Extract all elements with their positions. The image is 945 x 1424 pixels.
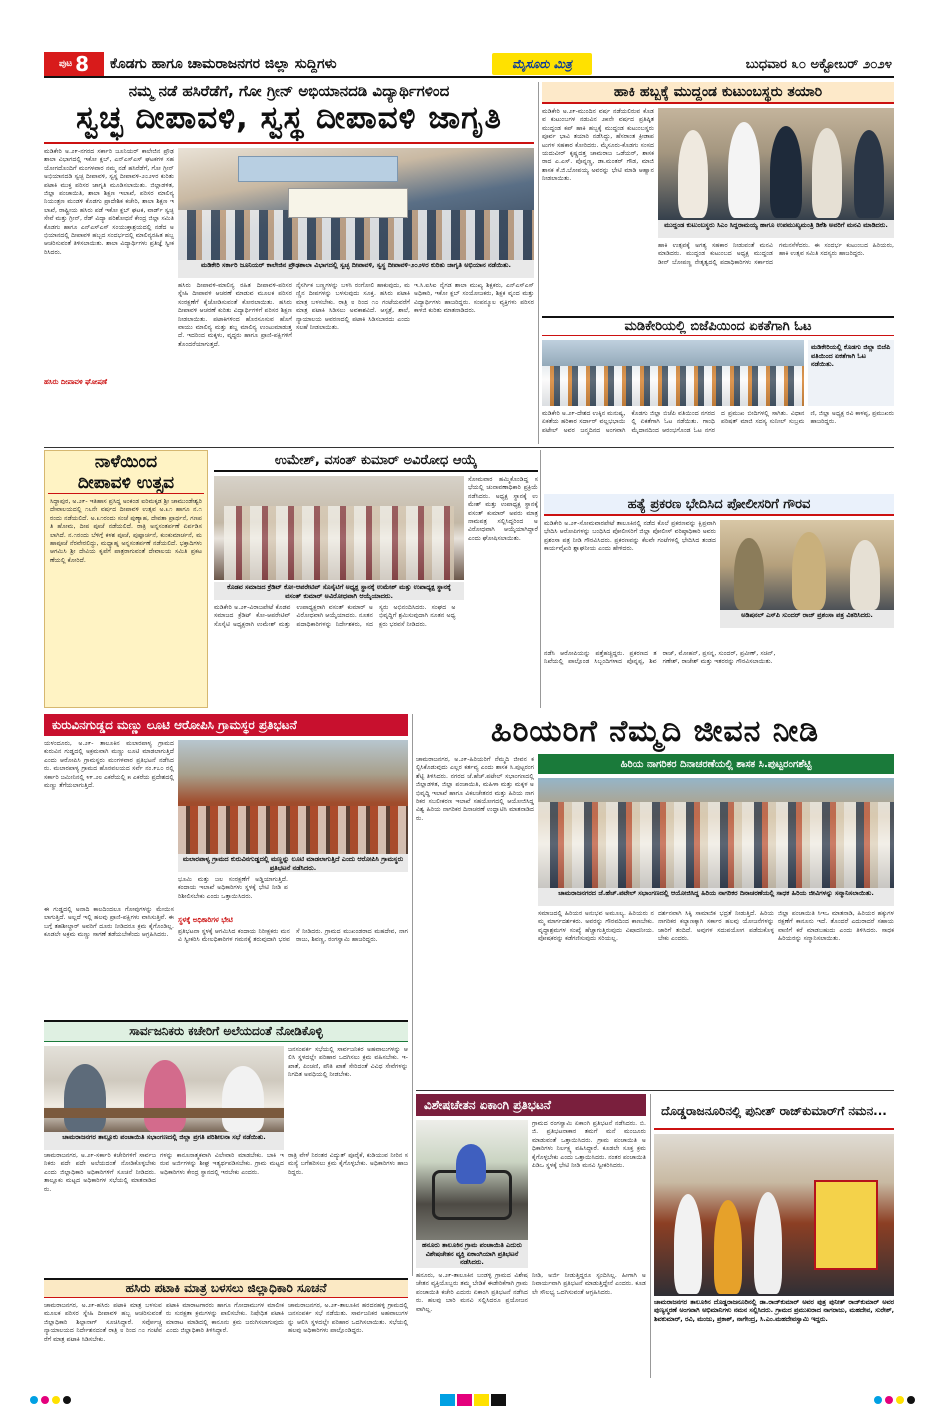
magenta-dot <box>41 1396 49 1404</box>
lead-photo <box>178 148 534 260</box>
lead-kicker: ನಮ್ಮ ನಡೆ ಹಸಿರೆಡೆಗೆ, ಗೋ ಗ್ರೀನ್ ಅಭಿಯಾನದಡಿ ವಿದ್ಯಾರ್ಥಿಗಳಿಂದ <box>128 82 450 100</box>
crackers-body-3: ಚಾಮರಾಜನಗರ, ಅ.೨೯-ತಾಲೂಕಿನ ಹರದನಹಳ್ಳಿ ಗ್ರಾಮದಲ್ಲಿ ಜನಸಂಪರ್ಕ ಸಭೆ ನಡೆಯಿತು. ಸಾರ್ವಜನಿಕರ ಅಹವಾಲುಗಳನ್ನು ಆಲಿಸಿ ಸ್ಥಳದಲ್ಲೇ ಪರಿಹಾರ ಒದಗಿಸಲಾಯಿತು. ಸಭೆಯಲ್ಲಿ ಹಲವು ಅಧಿಕಾರಿಗಳು ಪಾಲ್ಗೊಂಡಿದ್ದರು. <box>288 1302 408 1335</box>
elders-body-c3: ಜಿಲ್ಲಾ ಪಂಚಾಯಿತಿ ಸಿಇಒ ಮಾತನಾಡಿ, ಹಿರಿಯರ ಹಕ್ಕುಗಳ ರಕ್ಷಣೆಗೆ ಕಾನೂನು ಇದೆ. ತೊಂದರೆ ಎದುರಾದರೆ ಸಹಾಯವಾಣಿಗೆ ಕರೆ ಮಾಡಬಹುದು ಎಂದು ತಿಳಿಸಿದರು. ಸಾಧಕ ಹಿರಿಯರನ್ನು ಸನ್ಮಾನಿಸಲಾಯಿತು. <box>778 910 894 943</box>
murder-photo <box>720 520 894 610</box>
disabled-photo <box>416 1120 528 1240</box>
office-body-1: ಚಾಮರಾಜನಗರ, ಅ.೨೯-ಸರ್ಕಾರಿ ಕಚೇರಿಗಳಿಗೆ ಸಾರ್ವಜನಿಕರು ಪದೇ ಪದೇ ಅಲೆಯದಂತೆ ನೋಡಿಕೊಳ್ಳಬೇಕು ಎಂದು ಜಿಲ್ಲಾಧಿಕಾರಿ ಅಧಿಕಾರಿಗಳಿಗೆ ಸೂಚನೆ ನೀಡಿದರು. ತಾಲ್ಲೂಕು ಮಟ್ಟದ ಅಧಿಕಾರಿಗಳ ಸಭೆಯಲ್ಲಿ ಮಾತನಾಡಿದರು. <box>44 1152 156 1193</box>
soil-photo-caption: ಮಲಾರಪಾಳ್ಯ ಗ್ರಾಮದ ಕುರುವಿನಗುಡ್ಡದಲ್ಲಿ ಮಣ್ಣನ್ನು ಲೂಟಿ ಮಾಡಲಾಗುತ್ತಿದೆ ಎಂದು ಆರೋಪಿಸಿ ಗ್ರಾಮಸ್ಥರು ಪ್ರತಿಭಟನೆ ನಡೆಸಿದರು. <box>178 854 408 872</box>
murder-body-bottom: ನಡೆಸಿ ಆರೋಪಿಯನ್ನು ಪತ್ತೆಹಚ್ಚಿದ್ದರು. ಪ್ರಕರಣದ ತನಿಖೆಯಲ್ಲಿ ಪಾಲ್ಗೊಂಡ ಸಿಬ್ಬಂದಿಗಳಾದ ಪೊನ್ನಪ್ಪ, ಶಿವರಾಜ್, ಮೋಹನ್, ಪ್ರಸನ್ನ, ಸುಂದರ್, ಪ್ರವೀಣ್, ಸಚಿನ್, ಗಣೇಶ್, ರಾಜೇಶ್ ಮತ್ತು ಇತರರನ್ನು ಗೌರವಿಸಲಾಯಿತು. <box>544 650 776 666</box>
protesters <box>178 806 408 854</box>
hockey-body-bottom: ಹಾಕಿ ಉತ್ಸವಕ್ಕೆ ಅಗತ್ಯ ಸಹಕಾರ ನೀಡುವಂತೆ ಮನವಿ ಮಾಡಿದರು. ಮುದ್ದಂಡ ಕುಟುಂಬದ ಅಧ್ಯಕ್ಷ ಮುದ್ದಂಡ ಡೀನ್ ಬೋಪಣ್ಣ ನೇತೃತ್ವದಲ್ಲಿ ಪದಾಧಿಕಾರಿಗಳು ಸರ್ಕಾರದ ಗಮನಸೆಳೆದರು. ಈ ಸಂದರ್ಭ ಕುಟುಂಬದ ಹಿರಿಯರು, ಹಾಕಿ ಉತ್ಸವ ಸಮಿತಿ ಸದಸ್ಯರು ಹಾಜರಿದ್ದರು. <box>658 242 894 266</box>
umesh-headline: ಉಮೇಶ್, ವಸಂತ್ ಕುಮಾರ್ ಅವಿರೋಧ ಆಯ್ಕೆ <box>214 450 538 472</box>
marchers <box>542 366 804 406</box>
elders-headline: ಹಿರಿಯರಿಗೆ ನೆಮ್ಮದಿ ಜೀವನ ನೀಡಿ <box>490 714 819 749</box>
elders-body-left: ಚಾಮರಾಜನಗರ, ಅ.೨೯-ಹಿರಿಯರಿಗೆ ನೆಮ್ಮದಿ ಜೀವನ ಕಲ್ಪಿಸಿಕೊಡುವುದು ಎಲ್ಲರ ಕರ್ತವ್ಯ ಎಂದು ಶಾಸಕ ಸಿ.ಪುಟ್ಟರಂಗಶೆಟ್ಟಿ ತಿಳಿಸಿದರು. ನಗರದ ಜೆ.ಹೆಚ್.ಪಟೇಲ್ ಸಭಾಂಗಣದಲ್ಲಿ ಜಿಲ್ಲಾಡಳಿತ, ಜಿಲ್ಲಾ ಪಂಚಾಯಿತಿ, ಮಹಿಳಾ ಮತ್ತು ಮಕ್ಕಳ ಅಭಿವೃದ್ಧಿ ಇಲಾಖೆ ಹಾಗೂ ವಿಕಲಚೇತನರ ಮತ್ತು ಹಿರಿಯ ನಾಗರಿಕರ ಸಬಲೀಕರಣ ಇಲಾಖೆ ಸಹಯೋಗದಲ್ಲಿ ಆಯೋಜಿಸಿದ್ದ ವಿಶ್ವ ಹಿರಿಯ ನಾಗರಿಕರ ದಿನಾಚರಣೆ ಉದ್ಘಾಟಿಸಿ ಮಾತನಾಡಿದರು. <box>416 756 534 822</box>
person-figure <box>678 130 708 218</box>
color-bar-magenta <box>457 1394 472 1406</box>
murder-headline: ಹತ್ಯೆ ಪ್ರಕರಣ ಭೇದಿಸಿದ ಪೋಲೀಸರಿಗೆ ಗೌರವ <box>544 494 894 516</box>
column-divider <box>538 82 539 444</box>
office-photo-caption: ಚಾಮರಾಜನಗರ ತಾಲ್ಲೂಕು ಪಂಚಾಯಿತಿ ಸಭಾಂಗಣದಲ್ಲಿ ಜಿಲ್ಲಾ ಪ್ರಗತಿ ಪರಿಶೀಲನಾ ಸಭೆ ನಡೆಯಿತು. <box>44 1132 284 1150</box>
print-registration-dots-left <box>30 1396 71 1404</box>
office-body-2: ಗಳನ್ನು ಕಾನೂನಾತ್ಮಕವಾಗಿ ವಿಲೇವಾರಿ ಮಾಡಬೇಕು. ಬಾಕಿ ಇರುವ ಅರ್ಜಿಗಳನ್ನು ಶೀಘ್ರ ಇತ್ಯರ್ಥಪಡಿಸಬೇಕು. ಗ್ರಾಮ ಮಟ್ಟದ ಅಧಿಕಾರಿಗಳು ಕೇಂದ್ರ ಸ್ಥಾನದಲ್ಲಿ ಇರಬೇಕು ಎಂದರು. <box>160 1152 284 1176</box>
elders-body-c1: ಸಮಾಜದಲ್ಲಿ ಹಿರಿಯರ ಅನುಭವ ಅಮೂಲ್ಯ. ಹಿರಿಯರು ನಮ್ಮ ಮಾರ್ಗದರ್ಶಕರು. ಅವರನ್ನು ಗೌರವದಿಂದ ಕಾಣಬೇಕು. ವೃದ್ಧಾಶ್ರಮಗಳ ಸಂಖ್ಯೆ ಹೆಚ್ಚಾಗುತ್ತಿರುವುದು ವಿಷಾದನೀಯ. ಪೋಷಕರನ್ನು ಕಡೆಗಣಿಸುವುದು ಸರಿಯಲ್ಲ. <box>538 910 654 943</box>
lead-headline: ಸ್ವಚ್ಛ ದೀಪಾವಳಿ, ಸ್ವಸ್ಥ ದೀಪಾವಳಿ ಜಾಗೃತಿ <box>76 100 502 136</box>
elders-body-c2: ದರ್ಶನವಾಗಿ ಸಿಕ್ಕಿ ಸಾಮಾಜಿಕ ಭದ್ರತೆ ನೀಡುತ್ತಿದೆ. ಹಿರಿಯ ನಾಗರಿಕರ ಕಲ್ಯಾಣಕ್ಕಾಗಿ ಸರ್ಕಾರ ಹಲವು ಯೋಜನೆಗಳನ್ನು ಜಾರಿಗೆ ತಂದಿದೆ. ಅವುಗಳ ಸದುಪಯೋಗ ಪಡೆದುಕೊಳ್ಳಬೇಕು ಎಂದರು. <box>658 910 774 943</box>
office-body-3: ರಾತ್ರಿ ವೇಳೆ ನಿರಂತರ ವಿದ್ಯುತ್ ಪೂರೈಕೆ, ಕುಡಿಯುವ ನೀರಿನ ಸಮಸ್ಯೆ ಬಗೆಹರಿಸಲು ಕ್ರಮ ಕೈಗೊಳ್ಳಬೇಕು. ಅಧಿಕಾರಿಗಳು ಹಾಜರಿದ್ದರು. <box>288 1152 408 1176</box>
murder-photo-caption: ಅಡಿಷನಲ್ ಎಸ್‌ಪಿ ಸುಂದರ್ ರಾಜ್ ಪ್ರಶಂಸಾ ಪತ್ರ ವಿತರಿಸಿದರು. <box>720 610 894 628</box>
elders-subheadline: ಹಿರಿಯ ನಾಗರಿಕರ ದಿನಾಚರಣೆಯಲ್ಲಿ ಶಾಸಕ ಸಿ.ಪುಟ್ಟರಂಗಶೆಟ್ಟಿ <box>538 754 894 774</box>
bjp-side-caption: ಮಡಿಕೇರಿಯಲ್ಲಿ ಕೊಡಗು ಜಿಲ್ಲಾ ಬಿಜೆಪಿ ವತಿಯಿಂದ ಏಕತೆಗಾಗಿ ಓಟ ನಡೆಯಿತು. <box>808 340 894 406</box>
crackers-headline: ಹಸಿರು ಪಟಾಕಿ ಮಾತ್ರ ಬಳಸಲು ಜಿಲ್ಲಾಧಿಕಾರಿ ಸೂಚನೆ <box>44 1278 408 1298</box>
hockey-headline: ಹಾಕಿ ಹಬ್ಬಕ್ಕೆ ಮುದ್ದಂಡ ಕುಟುಂಬಸ್ಥರು ತಯಾರಿ <box>542 82 894 104</box>
soil-body-col2b: ಪ್ರತಿಭಟನಾ ಸ್ಥಳಕ್ಕೆ ಆಗಮಿಸಿದ ಕಂದಾಯ ನಿರೀಕ್ಷಕರು ಮನವಿ ಸ್ವೀಕರಿಸಿ ಮೇಲಧಿಕಾರಿಗಳ ಗಮನಕ್ಕೆ ತರುವುದಾಗಿ ಭರವಸೆ ನೀಡಿದರು. ಗ್ರಾಮದ ಮುಖಂಡರಾದ ಮಹದೇವ, ನಾಗರಾಜು, ಶಿವಣ್ಣ, ರಂಗಸ್ವಾಮಿ ಹಾಜರಿದ್ದರು. <box>178 928 408 944</box>
devotee-figure <box>674 1194 702 1294</box>
person-figure <box>770 126 802 218</box>
group-members <box>224 506 454 580</box>
protester-figure <box>456 1144 486 1184</box>
hockey-photo <box>658 108 894 220</box>
office-headline: ಸಾರ್ವಜನಿಕರು ಕಚೇರಿಗೆ ಅಲೆಯದಂತೆ ನೋಡಿಕೊಳ್ಳಿ <box>44 1020 408 1042</box>
placard <box>288 188 408 218</box>
paper-logo: ಮೈಸೂರು ಮಿತ್ರ <box>492 53 592 75</box>
puneeth-headline: ದೊಡ್ಡರಾಜನೂರಿನಲ್ಲಿ ಪುನೀತ್ ರಾಜ್‌ಕುಮಾರ್‌ಗೆ ನಮನ... <box>654 1094 894 1130</box>
soil-body-top: ಯಳಂದೂರು, ಅ.೨೯- ತಾಲೂಕಿನ ಮಲಾರಪಾಳ್ಯ ಗ್ರಾಮದ ಕುರುವಿನ ಗುಡ್ಡದಲ್ಲಿ ಅಕ್ರಮವಾಗಿ ಮಣ್ಣು ಲೂಟಿ ಮಾಡಲಾಗುತ್ತಿದೆ ಎಂದು ಆರೋಪಿಸಿ ಗ್ರಾಮಸ್ಥರು ಮಂಗಳವಾರ ಪ್ರತಿಭಟನೆ ನಡೆಸಿದರು. ಮಲಾರಪಾಳ್ಯ ಗ್ರಾಮದ ಹೊರವಲಯದ ಸರ್ವೆ ನಂ.೯೭೦ ರಲ್ಲಿ ಸರ್ಕಾರಿ ಜಮೀನಿನಲ್ಲಿ ೪೯.೨೮ ಎಕರೆಯಲ್ಲಿ ೫ ಎಕರೆಯ ಪ್ರದೇಶದಲ್ಲಿ ಮಣ್ಣು ತೆಗೆಯಲಾಗುತ್ತಿದೆ. <box>44 740 174 790</box>
lead-body-col3: ನೈಸರ್ಗಿಕ ಬಣ್ಣಗಳನ್ನು ಬಳಸಿ ರಂಗೋಲಿ ಹಾಕುವುದು, ಮಣ್ಣಿನ ದೀಪಗಳನ್ನು ಬಳಸುವುದು ಸೂಕ್ತ. ಹಸಿರು ಪಟಾಕಿ ಮಾತ್ರ ಬಳಸಬೇಕು. ರಾತ್ರಿ ೮ ರಿಂದ ೧೦ ಗಂಟೆಯವರೆಗೆ ಮಾತ್ರ ಪಟಾಕಿ ಸಿಡಿಸಲು ಅವಕಾಶವಿದೆ. ಆಸ್ಪತ್ರೆ, ಶಾಲೆ, ನ್ಯಾಯಾಲಯ ಆವರಣದಲ್ಲಿ ಪಟಾಕಿ ಸಿಡಿಸಬಾರದು ಎಂದು ಸಲಹೆ ನೀಡಲಾಯಿತು. <box>296 282 410 332</box>
bjp-headline: ಮಡಿಕೇರಿಯಲ್ಲಿ ಬಿಜೆಪಿಯಿಂದ ಏಕತೆಗಾಗಿ ಓಟ <box>542 316 894 336</box>
devotee-figure <box>714 1200 742 1294</box>
lead-subhead: ಹಸಿರು ದೀಪಾವಳಿ ಘೋಷಣೆ <box>44 378 108 386</box>
deepavali-headline-1: ನಾಳೆಯಿಂದ <box>94 452 158 472</box>
person-figure <box>728 122 760 218</box>
elders-photo-caption: ಚಾಮರಾಜನಗರದ ಜೆ.ಹೆಚ್.ಪಟೇಲ್ ಸಭಾಂಗಣದಲ್ಲಿ ಆಯೋಜಿಸಿದ್ದ ಹಿರಿಯ ನಾಗರಿಕರ ದಿನಾಚರಣೆಯಲ್ಲಿ ಸಾಧಕ ಹಿರಿಯ ಜೀವಿಗಳನ್ನು ಸನ್ಮಾನಿಸಲಾಯಿತು. <box>538 888 894 906</box>
person-figure <box>812 128 842 218</box>
murder-body: ಮಡಿಕೇರಿ ಅ.೨೯-ಸೋಮವಾರಪೇಟೆ ತಾಲೂಕಿನಲ್ಲಿ ನಡೆದ ಕೊಲೆ ಪ್ರಕರಣವನ್ನು ಕ್ಷಿಪ್ರವಾಗಿ ಭೇದಿಸಿ ಆರೋಪಿಗಳನ್ನು ಬಂಧಿಸಿದ ಪೋಲೀಸರಿಗೆ ಜಿಲ್ಲಾ ಪೋಲೀಸ್ ವರಿಷ್ಠಾಧಿಕಾರಿ ಅವರು ಪ್ರಶಂಸಾ ಪತ್ರ ನೀಡಿ ಗೌರವಿಸಿದರು. ಪ್ರಕರಣವನ್ನು ಕೆಲವೇ ಗಂಟೆಗಳಲ್ಲಿ ಭೇದಿಸಿದ ತಂಡದ ಕಾರ್ಯವೈಖರಿ ಶ್ಲಾಘನೀಯ ಎಂದು ಹೇಳಿದರು. <box>544 520 716 553</box>
crackers-body-2: ಪಟಾಕಿ ಮಾರಾಟಗಾರರು ಹಾಗೂ ಗೋದಾಮುಗಳ ಮಾಲೀಕರು ಸುರಕ್ಷತಾ ಕ್ರಮಗಳನ್ನು ಪಾಲಿಸಬೇಕು. ನಿಷೇಧಿತ ಪಟಾಕಿ ಮಾರಾಟ ಮಾಡಿದಲ್ಲಿ ಕಾನೂನು ಕ್ರಮ ಜರುಗಿಸಲಾಗುವುದು ಎಂದು ಜಿಲ್ಲಾಧಿಕಾರಿ ತಿಳಿಸಿದ್ದಾರೆ. <box>166 1302 284 1335</box>
honorees-row <box>538 802 894 888</box>
disabled-photo-caption: ಹನೂರು ತಾಲೂಕಿನ ಗ್ರಾಮ ಪಂಚಾಯಿತಿ ಎದುರು ವಿಶೇಷಚೇತನ ವ್ಯಕ್ತಿ ಏಕಾಂಗಿಯಾಗಿ ಪ್ರತಿಭಟನೆ ನಡೆಸಿದರು. <box>416 1240 528 1268</box>
umesh-body-bottom: ಮಡಿಕೇರಿ ಅ.೨೯-ವಿರಾಜಪೇಟೆ ಕೊಡವ ಸಮಾಜದ ಕ್ರೆಡಿಟ್ ಕೋ-ಆಪರೇಟಿವ್ ಸೊಸೈಟಿ ಅಧ್ಯಕ್ಷರಾಗಿ ಉಮೇಶ್ ಮತ್ತು ಉಪಾಧ್ಯಕ್ಷರಾಗಿ ವಸಂತ್ ಕುಮಾರ್ ಅವಿರೋಧವಾಗಿ ಆಯ್ಕೆಯಾದರು. ನೂತನ ಪದಾಧಿಕಾರಿಗಳನ್ನು ನಿರ್ದೇಶಕರು, ಸದಸ್ಯರು ಅಭಿನಂದಿಸಿದರು. ಸಂಘದ ಅಭಿವೃದ್ಧಿಗೆ ಶ್ರಮಿಸುವುದಾಗಿ ನೂತನ ಅಧ್ಯಕ್ಷರು ಭರವಸೆ ನೀಡಿದರು. <box>214 604 456 628</box>
lead-rule <box>44 142 534 144</box>
stage-banner <box>238 156 398 182</box>
lead-body-col4: ಇ.ಸಿ.ಐಸಿಐ ನೈಗಡ ಶಾಲಾ ಮುಖ್ಯ ಶಿಕ್ಷಕರು, ಎನ್‌ಎಸ್‌ಎಸ್ ಅಧಿಕಾರಿ, ಇಕೋ ಕ್ಲಬ್ ಸಂಯೋಜಕರು, ಶಿಕ್ಷಕ ವೃಂದ ಮತ್ತು ವಿದ್ಯಾರ್ಥಿಗಳು ಹಾಜರಿದ್ದರು. ಸಂಪನ್ಮೂಲ ವ್ಯಕ್ತಿಗಳು ಪರಿಸರ ಕಾಳಜಿ ಕುರಿತು ಮಾತನಾಡಿದರು. <box>414 282 534 315</box>
cyan-dot <box>874 1396 882 1404</box>
disabled-body-left: ಹನೂರು, ಅ.೨೯-ತಾಲೂಕಿನ ಬಂಡಳ್ಳಿ ಗ್ರಾಮದ ವಿಶೇಷಚೇತನ ವ್ಯಕ್ತಿಯೊಬ್ಬರು ತಮ್ಮ ಬೇಡಿಕೆ ಈಡೇರಿಕೆಗಾಗಿ ಗ್ರಾಮ ಪಂಚಾಯಿತಿ ಕಚೇರಿ ಎದುರು ಏಕಾಂಗಿ ಪ್ರತಿಭಟನೆ ನಡೆಸಿದರು. ಹಲವು ಬಾರಿ ಮನವಿ ಸಲ್ಲಿಸಿದರೂ ಪ್ರಯೋಜನವಾಗಿಲ್ಲ. <box>416 1272 528 1313</box>
page-label: ಪುಟ <box>58 59 73 69</box>
elders-photo <box>538 778 894 888</box>
color-bar <box>440 1394 506 1406</box>
row-divider <box>416 1090 894 1091</box>
column-divider <box>650 1094 651 1378</box>
yellow-dot <box>896 1396 904 1404</box>
issue-date: ಬುಧವಾರ ೩೦ ಅಕ್ಟೋಬರ್ ೨೦೨೪ <box>745 56 892 72</box>
office-body-right: ಜನಸಂಪರ್ಕ ಸಭೆಯಲ್ಲಿ ಸಾರ್ವಜನಿಕರ ಅಹವಾಲುಗಳನ್ನು ಆಲಿಸಿ ಸ್ಥಳದಲ್ಲೇ ಪರಿಹಾರ ಒದಗಿಸಲು ಕ್ರಮ ವಹಿಸಬೇಕು. ಇ-ಖಾತೆ, ಪಿಂಚಣಿ, ಪೌತಿ ಖಾತೆ ಸೇರಿದಂತೆ ವಿವಿಧ ಸೇವೆಗಳನ್ನು ನಿಗದಿತ ಅವಧಿಯಲ್ಲಿ ನೀಡಬೇಕು. <box>288 1046 408 1079</box>
soil-headline: ಕುರುವಿನಗುಡ್ಡದ ಮಣ್ಣು ಲೂಟಿ ಆರೋಪಿಸಿ ಗ್ರಾಮಸ್ಥರ ಪ್ರತಿಭಟನೆ <box>44 714 408 736</box>
yellow-dot <box>52 1396 60 1404</box>
magenta-dot <box>885 1396 893 1404</box>
disabled-body-right: ಗ್ರಾಮದ ರಂಗಸ್ವಾಮಿ ಏಕಾಂಗಿ ಪ್ರತಿಭಟನೆ ನಡೆಸಿದರು. ಬಿ.ಜಿ. ಪ್ರತಿಭಟನಾಕಾರ ತಮಗೆ ಮನೆ ಮಂಜೂರು ಮಾಡುವಂತೆ ಒತ್ತಾಯಿಸಿದರು. ಗ್ರಾಮ ಪಂಚಾಯಿತಿ ಅಧಿಕಾರಿಗಳು ನಿರ್ಲಕ್ಷ್ಯ ವಹಿಸಿದ್ದಾರೆ. ಕೂಡಲೇ ಸೂಕ್ತ ಕ್ರಮ ಕೈಗೊಳ್ಳಬೇಕು ಎಂದು ಒತ್ತಾಯಿಸಿದರು. ನಂತರ ಪಂಚಾಯಿತಿ ಪಿಡಿಒ ಸ್ಥಳಕ್ಕೆ ಭೇಟಿ ನೀಡಿ ಮನವಿ ಸ್ವೀಕರಿಸಿದರು. <box>532 1120 646 1170</box>
lead-body-col2: ಹಸಿರು ದೀಪಾವಳಿ-ಮಾಲಿನ್ಯ ರಹಿತ ದೀಪಾವಳಿ-ಪರಿಸರ ಸ್ನೇಹಿ ದೀಪಾವಳಿ ಆಚರಣೆ ಮಾಡುವ ಮೂಲಕ ಪರಿಸರ ಸಂರಕ್ಷಣೆಗೆ ಕೈಜೋಡಿಸುವಂತೆ ಕೋರಲಾಯಿತು. ಹಸಿರು ದೀಪಾವಳಿ ಆಚರಣೆ ಕುರಿತು ವಿದ್ಯಾರ್ಥಿಗಳಿಗೆ ಪರಿಸರ ಶಿಕ್ಷಣ ನೀಡಲಾಯಿತು. ಪಟಾಕಿಗಳಿಂದ ಹೊರಸೂಸುವ ಹೊಗೆ ವಾಯು ಮಾಲಿನ್ಯ ಮತ್ತು ಶಬ್ದ ಮಾಲಿನ್ಯ ಉಂಟುಮಾಡುತ್ತದೆ. ಇದರಿಂದ ಮಕ್ಕಳು, ವೃದ್ಧರು ಹಾಗೂ ಪ್ರಾಣಿ-ಪಕ್ಷಿಗಳಿಗೆ ತೊಂದರೆಯಾಗುತ್ತದೆ. <box>178 282 292 348</box>
official-figure <box>222 1066 264 1132</box>
color-bar-yellow <box>474 1394 489 1406</box>
conference-table <box>44 1108 284 1118</box>
puneeth-photo <box>654 1134 894 1296</box>
section-title: ಕೊಡಗು ಹಾಗೂ ಚಾಮರಾಜನಗರ ಜಿಲ್ಲಾ ಸುದ್ದಿಗಳು <box>110 56 337 72</box>
color-bar-cyan <box>440 1394 455 1406</box>
bjp-photo <box>542 340 804 406</box>
lead-body-col1: ಮಡಿಕೇರಿ ಅ.೨೯-ನಗರದ ಸರ್ಕಾರಿ ಜೂನಿಯರ್ ಕಾಲೇಜಿನ ಪ್ರೌಢಶಾಲಾ ವಿಭಾಗದಲ್ಲಿ ಇಕೋ ಕ್ಲಬ್, ಎನ್‌ಎಸ್‌ಎಸ್ ಘಟಕಗಳ ಸಹಯೋಗದೊಂದಿಗೆ ಮಂಗಳವಾರ ನಮ್ಮ ನಡೆ ಹಸಿರೆಡೆಗೆ, ಗೋ ಗ್ರೀನ್ ಅಭಿಯಾನದಡಿ ಸ್ವಚ್ಛ ದೀಪಾವಳಿ, ಸ್ವಸ್ಥ ದೀಪಾವಳಿ-೨೦೨೪ರ ಕುರಿತು ಪಟಾಕಿ ಮುಕ್ತ ಪರಿಸರ ಜಾಗೃತಿ ಮೂಡಿಸಲಾಯಿತು. ಜಿಲ್ಲಾಡಳಿತ, ಜಿಲ್ಲಾ ಪಂಚಾಯಿತಿ, ಶಾಲಾ ಶಿಕ್ಷಣ ಇಲಾಖೆ, ಪರಿಸರ ಮಾಲಿನ್ಯ ನಿಯಂತ್ರಣ ಮಂಡಳಿ ಕೊಡಗು ಪ್ರಾದೇಶಿಕ ಕಚೇರಿ, ಶಾಲಾ ಶಿಕ್ಷಣ ಇಲಾಖೆ, ರಾಷ್ಟ್ರೀಯ ಹಸಿರು ಪಡೆ ಇಕೋ ಕ್ಲಬ್ ಘಟಕ, ವಾರ್ಡ್ ಸ್ವಚ್ಛ ಸೇವೆ ಮತ್ತು ಗ್ರೀನ್, ರೆಡ್ ವಿದ್ಯಾ ಪರಿಶೋಧನೆ ಕೇಂದ್ರ ಜಿಲ್ಲಾ ಸಮಿತಿ ಕೊಡಗು ಹಾಗೂ ಎನ್‌ಎಸ್‌ಎಸ್ ಸಂಯುಕ್ತಾಶ್ರಯದಲ್ಲಿ ನಡೆದ ಅಭಿಯಾನದಲ್ಲಿ ದೀಪಾವಳಿ ಹಬ್ಬದ ಸಂದರ್ಭದಲ್ಲಿ ಮಾಲಿನ್ಯರಹಿತ ಹಬ್ಬ ಆಚರಿಸುವಂತೆ ತಿಳಿಸಲಾಯಿತು. ಶಾಲಾ ವಿದ್ಯಾರ್ಥಿಗಳು ಪ್ರತಿಜ್ಞೆ ಸ್ವೀಕರಿಸಿದರು. <box>44 148 174 256</box>
soil-subhead: ಸ್ಥಳಕ್ಕೆ ಅಧಿಕಾರಿಗಳ ಭೇಟಿ <box>178 916 233 924</box>
official-figure <box>64 1064 106 1132</box>
police-figure <box>792 532 826 610</box>
cyan-dot <box>30 1396 38 1404</box>
black-dot <box>907 1396 915 1404</box>
color-bar-black <box>491 1394 506 1406</box>
page-number-badge <box>44 52 104 76</box>
puneeth-photo-caption: ಚಾಮರಾಜನಗರ ತಾಲೂಕಿನ ದೊಡ್ಡರಾಜನೂರಿನಲ್ಲಿ ಡಾ.ರಾಜ್‌ಕುಮಾರ್ ಅವರ ಪುತ್ರ ಪುನೀತ್ ರಾಜ್‌ಕುಮಾರ್ ಅವರ ಪುಣ್ಯಸ್ಮರಣೆ ಅಂಗವಾಗಿ ಅಭಿಮಾನಿಗಳು ನಮನ ಸಲ್ಲಿಸಿದರು. ಗ್ರಾಮದ ಪ್ರಮುಖರಾದ ನಾಗರಾಜು, ಮಹದೇವ, ಸುರೇಶ್, ಶಿವಕುಮಾರ್, ರವಿ, ಮಂಜು, ಪ್ರಕಾಶ್, ನಾಗೇಂದ್ರ, ಸಿ.ಎಂ.ಮಹದೇವಸ್ವಾಮಿ ಇದ್ದರು. <box>654 1298 894 1323</box>
lead-photo-caption: ಮಡಿಕೇರಿ ಸರ್ಕಾರಿ ಜೂನಿಯರ್ ಕಾಲೇಜಿನ ಪ್ರೌಢಶಾಲಾ ವಿಭಾಗದಲ್ಲಿ ಸ್ವಚ್ಛ ದೀಪಾವಳಿ, ಸ್ವಸ್ಥ ದೀಪಾವಳಿ-೨೦೨೪ರ ಕುರಿತು ಜಾಗೃತಿ ಅಭಿಯಾನ ನಡೆಯಿತು. <box>178 260 534 278</box>
crackers-body-1: ಚಾಮರಾಜನಗರ, ಅ.೨೯-ಹಸಿರು ಪಟಾಕಿ ಮಾತ್ರ ಬಳಸುವ ಮೂಲಕ ಪರಿಸರ ಸ್ನೇಹಿ ದೀಪಾವಳಿ ಹಬ್ಬ ಆಚರಿಸುವಂತೆ ಜಿಲ್ಲಾಧಿಕಾರಿ ಶಿಲ್ಪಾನಾಗ್ ಸೂಚಿಸಿದ್ದಾರೆ. ಸರ್ವೋಚ್ಚ ನ್ಯಾಯಾಲಯದ ನಿರ್ದೇಶನದಂತೆ ರಾತ್ರಿ ೮ ರಿಂದ ೧೦ ಗಂಟೆವರೆಗೆ ಮಾತ್ರ ಪಟಾಕಿ ಸಿಡಿಸಬೇಕು. <box>44 1302 162 1343</box>
hockey-photo-caption: ಮುದ್ದಂಡ ಕುಟುಂಬಸ್ಥರು ಸಿಎಂ ಸಿದ್ದರಾಮಯ್ಯ ಹಾಗೂ ಉಪಮುಖ್ಯಮಂತ್ರಿ ಡಿಕೆಶಿ ಅವರಿಗೆ ಮನವಿ ಮಾಡಿದರು. <box>658 220 894 238</box>
deepavali-body: ಸಿದ್ದಾಪುರ, ಅ.೨೯- ಇತಿಹಾಸ ಪ್ರಸಿದ್ಧ ಅಂಕಂಡ ಐರಿಮಕ್ಕಡ ಶ್ರೀ ಚಾಮುಂಡೇಶ್ವರಿ ದೇವಾಲಯದಲ್ಲಿ ೧೬ನೇ ವರ್ಷದ ದೀಪಾವಳಿ ಉತ್ಸವ ಅ.೩೧ ಹಾಗೂ ನ.೧ರಂದು ನಡೆಯಲಿದೆ. ಅ.೩೧ರಂದು ಸಂಜೆ ಪುಣ್ಯಾಹ, ದೇವತಾ ಪ್ರಾರ್ಥನೆ, ಗಣಪತಿ ಹೋಮ, ದೀಪ ಪೂಜೆ ನಡೆಯಲಿದೆ. ರಾತ್ರಿ ಅನ್ನಸಂತರ್ಪಣೆ ಏರ್ಪಡಿಸಲಾಗಿದೆ. ನ.೧ರಂದು ಬೆಳಿಗ್ಗೆ ಕಳಶ ಪೂಜೆ, ಪುಷ್ಪಾರ್ಚನೆ, ಕುಂಕುಮಾರ್ಚನೆ, ಮಹಾಪೂಜೆ ನೆರವೇರಲಿದ್ದು, ಮಧ್ಯಾಹ್ನ ಅನ್ನಸಂತರ್ಪಣೆ ನಡೆಯಲಿದೆ. ಭಕ್ತಾದಿಗಳು ಆಗಮಿಸಿ ಶ್ರೀ ದೇವಿಯ ಕೃಪೆಗೆ ಪಾತ್ರರಾಗುವಂತೆ ದೇವಾಲಯ ಸಮಿತಿ ಪ್ರಕಟಣೆಯಲ್ಲಿ ಕೋರಿದೆ. <box>50 498 202 564</box>
portrait-banner <box>814 1180 878 1270</box>
black-dot <box>63 1396 71 1404</box>
devotee-figure <box>754 1192 782 1294</box>
soil-photo <box>178 740 408 854</box>
police-figure <box>850 540 880 610</box>
soil-body-bottom: ಈ ಗುಡ್ಡದಲ್ಲಿ ಅನಾದಿ ಕಾಲದಿಂದಲೂ ಗೋವುಗಳನ್ನು ಮೇಯಿಸಲಾಗುತ್ತಿದೆ. ಅಲ್ಲದೆ ಇಲ್ಲಿ ಹಲವು ಪ್ರಾಣಿ-ಪಕ್ಷಿಗಳು ವಾಸಿಸುತ್ತಿವೆ. ಈ ಬಗ್ಗೆ ತಹಶೀಲ್ದಾರ್ ಅವರಿಗೆ ದೂರು ನೀಡಿದರೂ ಕ್ರಮ ಕೈಗೊಂಡಿಲ್ಲ. ಕೂಡಲೇ ಅಕ್ರಮ ಮಣ್ಣು ಸಾಗಣೆ ತಡೆಯಬೇಕೆಂದು ಆಗ್ರಹಿಸಿದರು. <box>44 906 174 939</box>
umesh-body-right: ಸೋಮವಾರ ಹಮ್ಮಿಕೊಂಡಿದ್ದ ಸಭೆಯಲ್ಲಿ ಚುನಾವಣಾಧಿಕಾರಿ ಪ್ರಕ್ರಿಯೆ ನಡೆಸಿದರು. ಅಧ್ಯಕ್ಷ ಸ್ಥಾನಕ್ಕೆ ಉಮೇಶ್ ಮತ್ತು ಉಪಾಧ್ಯಕ್ಷ ಸ್ಥಾನಕ್ಕೆ ವಸಂತ್ ಕುಮಾರ್ ಅವರು ಮಾತ್ರ ನಾಮಪತ್ರ ಸಲ್ಲಿಸಿದ್ದರಿಂದ ಅವಿರೋಧವಾಗಿ ಆಯ್ಕೆಯಾಗಿದ್ದಾರೆ ಎಂದು ಘೋಷಿಸಲಾಯಿತು. <box>468 476 538 542</box>
police-figure <box>734 538 764 610</box>
column-divider <box>412 714 413 1276</box>
umesh-photo-caption: ಕೊಡವ ಸಮಾಜದ ಕ್ರೆಡಿಟ್ ಕೋ-ಆಪರೇಟಿವ್ ಸೊಸೈಟಿಗೆ ಅಧ್ಯಕ್ಷ ಸ್ಥಾನಕ್ಕೆ ಉಮೇಶ್ ಮತ್ತು ಉಪಾಧ್ಯಕ್ಷ ಸ್ಥಾನಕ್ಕೆ ವಸಂತ್ ಕುಮಾರ್ ಅವಿರೋಧವಾಗಿ ಆಯ್ಕೆಯಾದರು. <box>214 582 464 600</box>
soil-body-col2: ಭೂಮಿ ಮತ್ತು ಜಲ ಸಂರಕ್ಷಣೆಗೆ ಅಡ್ಡಿಯಾಗುತ್ತಿದೆ. ಕಂದಾಯ ಇಲಾಖೆ ಅಧಿಕಾರಿಗಳು ಸ್ಥಳಕ್ಕೆ ಭೇಟಿ ನೀಡಿ ಪರಿಶೀಲಿಸಬೇಕು ಎಂದು ಒತ್ತಾಯಿಸಿದರು. <box>178 876 288 900</box>
disabled-headline: ವಿಶೇಷಚೇತನ ಏಕಾಂಗಿ ಪ್ರತಿಭಟನೆ <box>416 1094 646 1116</box>
deepavali-headline-2: ದೀಪಾವಳಿ ಉತ್ಸವ <box>48 472 204 494</box>
umesh-photo <box>214 476 464 580</box>
print-registration-dots-right <box>874 1396 915 1404</box>
person-figure <box>854 130 884 218</box>
office-photo <box>44 1046 284 1132</box>
official-figure <box>144 1060 186 1132</box>
hockey-body-left: ಮಡಿಕೇರಿ ಅ.೨೯-ಮುಂದಿನ ವರ್ಷ ನಡೆಯಲಿರುವ ಕೊಡವ ಕುಟುಂಬಗಳ ನಡುವಿನ ೨೫ನೇ ವರ್ಷದ ಪ್ರತಿಷ್ಠಿತ ಮುದ್ದಂಡ ಕಪ್ ಹಾಕಿ ಹಬ್ಬಕ್ಕೆ ಮುದ್ದಂಡ ಕುಟುಂಬಸ್ಥರು ಪೂರ್ವ ಭಾವಿ ತಯಾರಿ ನಡೆಸಿದ್ದು, ಹೆಸರಾಂತ ಕ್ರೀಡಾಪಟುಗಳ ಸಹಕಾರ ಕೋರಿದರು. ಮೈಸೂರು-ಕೊಡಗು ಸಂಸದ ಯದುವೀರ್ ಕೃಷ್ಣದತ್ತ ಚಾಮರಾಜ ಒಡೆಯರ್, ಶಾಸಕರಾದ ಎ.ಎಸ್. ಪೊನ್ನಣ್ಣ, ಡಾ.ಮಂತರ್ ಗೌಡ, ಮಾಜಿ ಶಾಸಕ ಕೆ.ಜಿ.ಬೋಪಯ್ಯ ಅವರನ್ನು ಭೇಟಿ ಮಾಡಿ ಆಹ್ವಾನ ನೀಡಲಾಯಿತು. <box>542 108 654 183</box>
masthead <box>44 50 894 78</box>
column-divider <box>540 450 541 708</box>
page-number: 8 <box>75 52 90 76</box>
bjp-body: ಮಡಿಕೇರಿ ಅ.೨೯-ದೇಶದ ಉಕ್ಕಿನ ಮನುಷ್ಯ, ಏಕತೆಯ ಹರಿಕಾರ ಸರ್ದಾರ್ ವಲ್ಲಭಭಾಯಿ ಪಟೇಲ್ ಅವರ ಜನ್ಮದಿನದ ಅಂಗವಾಗಿ ಕೊಡಗು ಜಿಲ್ಲಾ ಬಿಜೆಪಿ ವತಿಯಿಂದ ನಗರದಲ್ಲಿ ಏಕತೆಗಾಗಿ ಓಟ ನಡೆಯಿತು. ಗಾಂಧಿ ಮೈದಾನದಿಂದ ಆರಂಭಗೊಂಡ ಓಟ ನಗರದ ಪ್ರಮುಖ ಬೀದಿಗಳಲ್ಲಿ ಸಾಗಿತು. ವಿಧಾನ ಪರಿಷತ್ ಮಾಜಿ ಸದಸ್ಯ ಸುನೀಲ್ ಸುಬ್ರಮಣಿ, ಜಿಲ್ಲಾ ಅಧ್ಯಕ್ಷ ರವಿ ಕಾಳಪ್ಪ, ಪ್ರಮುಖರು ಹಾಜರಿದ್ದರು. <box>542 410 894 434</box>
row-divider <box>44 447 894 448</box>
disabled-body-left2: ನೀಡಿ, ಅರ್ಜಿ ನೀಡುತ್ತಿದ್ದರೂ ಸ್ಪಂದಿಸಿಲ್ಲ. ಹೀಗಾಗಿ ಅನಿವಾರ್ಯವಾಗಿ ಪ್ರತಿಭಟನೆ ಮಾಡುತ್ತಿದ್ದೇನೆ ಎಂದರು. ಕೂಡಲೇ ಸೌಲಭ್ಯ ಒದಗಿಸುವಂತೆ ಆಗ್ರಹಿಸಿದರು. <box>532 1272 646 1296</box>
